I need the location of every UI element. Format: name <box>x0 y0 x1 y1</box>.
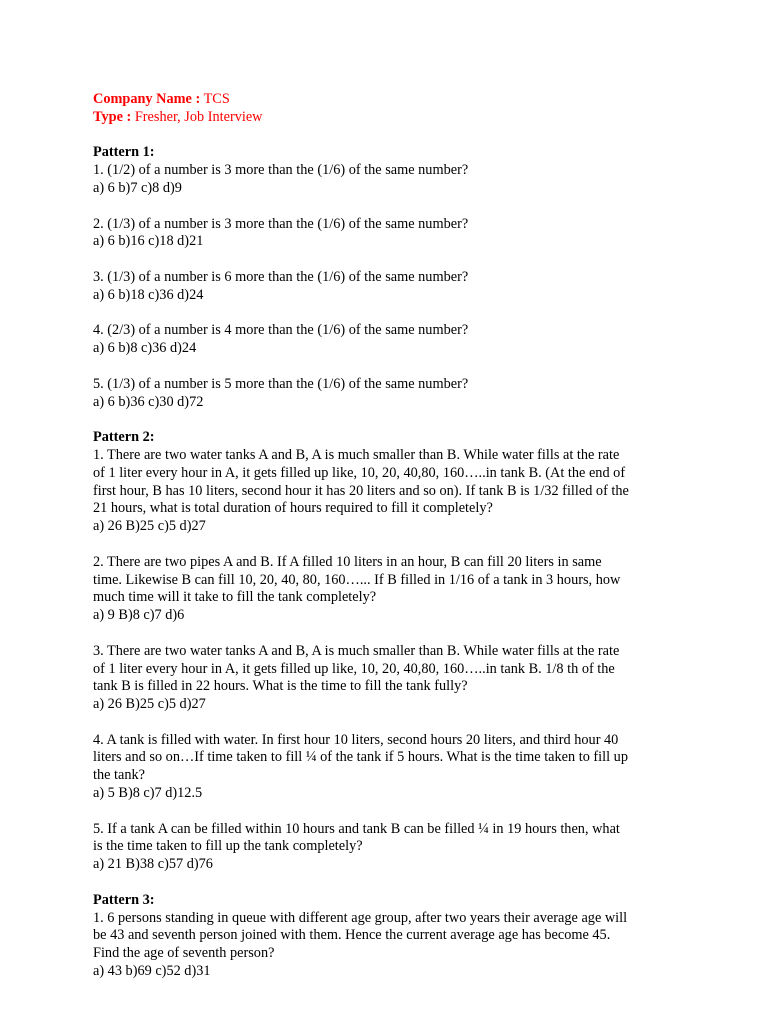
type-value: Fresher, Job Interview <box>134 108 263 125</box>
company-value: TCS <box>203 91 230 107</box>
pattern-title: Pattern 1: <box>93 144 155 161</box>
spacer <box>93 127 708 145</box>
answer-options: a) 5 B)8 c)7 d)12.5 <box>93 785 203 802</box>
question-text-line: 5. If a tank A can be filled within 10 hours and tank B can be filled ¼ in 19 hours then, what <box>93 820 620 837</box>
spacer <box>93 874 708 892</box>
answer-options: a) 6 b)16 c)18 d)21 <box>93 233 204 250</box>
spacer <box>93 305 708 323</box>
question-text-line: is the time taken to fill up the tank completely? <box>93 838 363 855</box>
question-text-line: 4. A tank is filled with water. In first hour 10 liters, second hours 20 liters, and third hour 40 <box>93 731 619 748</box>
spacer <box>93 358 708 376</box>
question-text-line: liters and so on…If time taken to fill ¼ of the tank if 5 hours. What is the time taken to fill up <box>93 749 628 766</box>
spacer <box>93 625 708 643</box>
question-text-line: 21 hours, what is total duration of hours required to fill it completely? <box>93 500 493 517</box>
question-block <box>93 732 708 803</box>
question-block <box>93 910 708 981</box>
question-text-line: 2. (1/3) of a number is 3 more than the (1/6) of the same number? <box>93 215 469 232</box>
spacer <box>93 251 708 269</box>
type-label: Type : <box>93 108 132 125</box>
question-text-line: 4. (2/3) of a number is 4 more than the (1/6) of the same number? <box>93 322 469 339</box>
question-block <box>93 821 708 874</box>
question-text-line: 3. (1/3) of a number is 6 more than the (1/6) of the same number? <box>93 268 469 285</box>
document-body <box>93 127 708 981</box>
answer-options: a) 26 B)25 c)5 d)27 <box>93 518 206 535</box>
question-block <box>93 554 708 625</box>
answer-options: a) 21 B)38 c)57 d)76 <box>93 856 213 873</box>
type-line <box>93 109 708 127</box>
spacer <box>93 411 708 429</box>
answer-options: a) 43 b)69 c)52 d)31 <box>93 963 211 980</box>
spacer <box>93 714 708 732</box>
answer-options: a) 6 b)36 c)30 d)72 <box>93 393 204 410</box>
question-text-line: 1. (1/2) of a number is 3 more than the (1/6) of the same number? <box>93 162 469 179</box>
answer-options: a) 6 b)8 c)36 d)24 <box>93 340 197 357</box>
question-block <box>93 447 708 536</box>
question-text-line: 1. There are two water tanks A and B, A is much smaller than B. While water fills at the rate <box>93 446 620 463</box>
question-text-line: be 43 and seventh person joined with them. Hence the current average age has become 45. <box>93 927 611 944</box>
pattern-title: Pattern 3: <box>93 891 155 908</box>
question-text-line: 3. There are two water tanks A and B, A is much smaller than B. While water fills at the rate <box>93 642 620 659</box>
question-block <box>93 376 708 412</box>
question-block <box>93 643 708 714</box>
answer-options: a) 26 B)25 c)5 d)27 <box>93 696 206 713</box>
question-text-line: tank B is filled in 22 hours. What is the time to fill the tank fully? <box>93 678 468 695</box>
answer-options: a) 9 B)8 c)7 d)6 <box>93 607 185 624</box>
question-text-line: first hour, B has 10 liters, second hour it has 20 liters and so on). If tank B is 1/32 filled of the <box>93 482 629 499</box>
question-text-line: 1. 6 persons standing in queue with different age group, after two years their average age will <box>93 909 628 926</box>
spacer <box>93 536 708 554</box>
spacer <box>93 803 708 821</box>
question-text-line: of 1 liter every hour in A, it gets filled up like, 10, 20, 40,80, 160…..in tank B. (At the end of <box>93 464 626 481</box>
company-label: Company Name : <box>93 91 201 107</box>
question-text-line: 2. There are two pipes A and B. If A filled 10 liters in an hour, B can fill 20 liters in same <box>93 553 602 570</box>
question-block <box>93 162 708 198</box>
pattern-title: Pattern 2: <box>93 429 155 446</box>
question-text-line: the tank? <box>93 767 146 784</box>
question-text-line: Find the age of seventh person? <box>93 945 275 962</box>
question-text-line: time. Likewise B can fill 10, 20, 40, 80, 160…... If B filled in 1/16 of a tank in 3 hours, how <box>93 571 621 588</box>
question-text-line: much time will it take to fill the tank completely? <box>93 589 377 606</box>
question-block <box>93 322 708 358</box>
company-line <box>93 91 708 109</box>
question-text-line: 5. (1/3) of a number is 5 more than the (1/6) of the same number? <box>93 375 469 392</box>
answer-options: a) 6 b)7 c)8 d)9 <box>93 179 182 196</box>
question-block <box>93 216 708 252</box>
question-block <box>93 269 708 305</box>
spacer <box>93 198 708 216</box>
question-text-line: of 1 liter every hour in A, it gets filled up like, 10, 20, 40,80, 160…..in tank B. 1/8 th of the <box>93 660 615 677</box>
answer-options: a) 6 b)18 c)36 d)24 <box>93 286 204 303</box>
